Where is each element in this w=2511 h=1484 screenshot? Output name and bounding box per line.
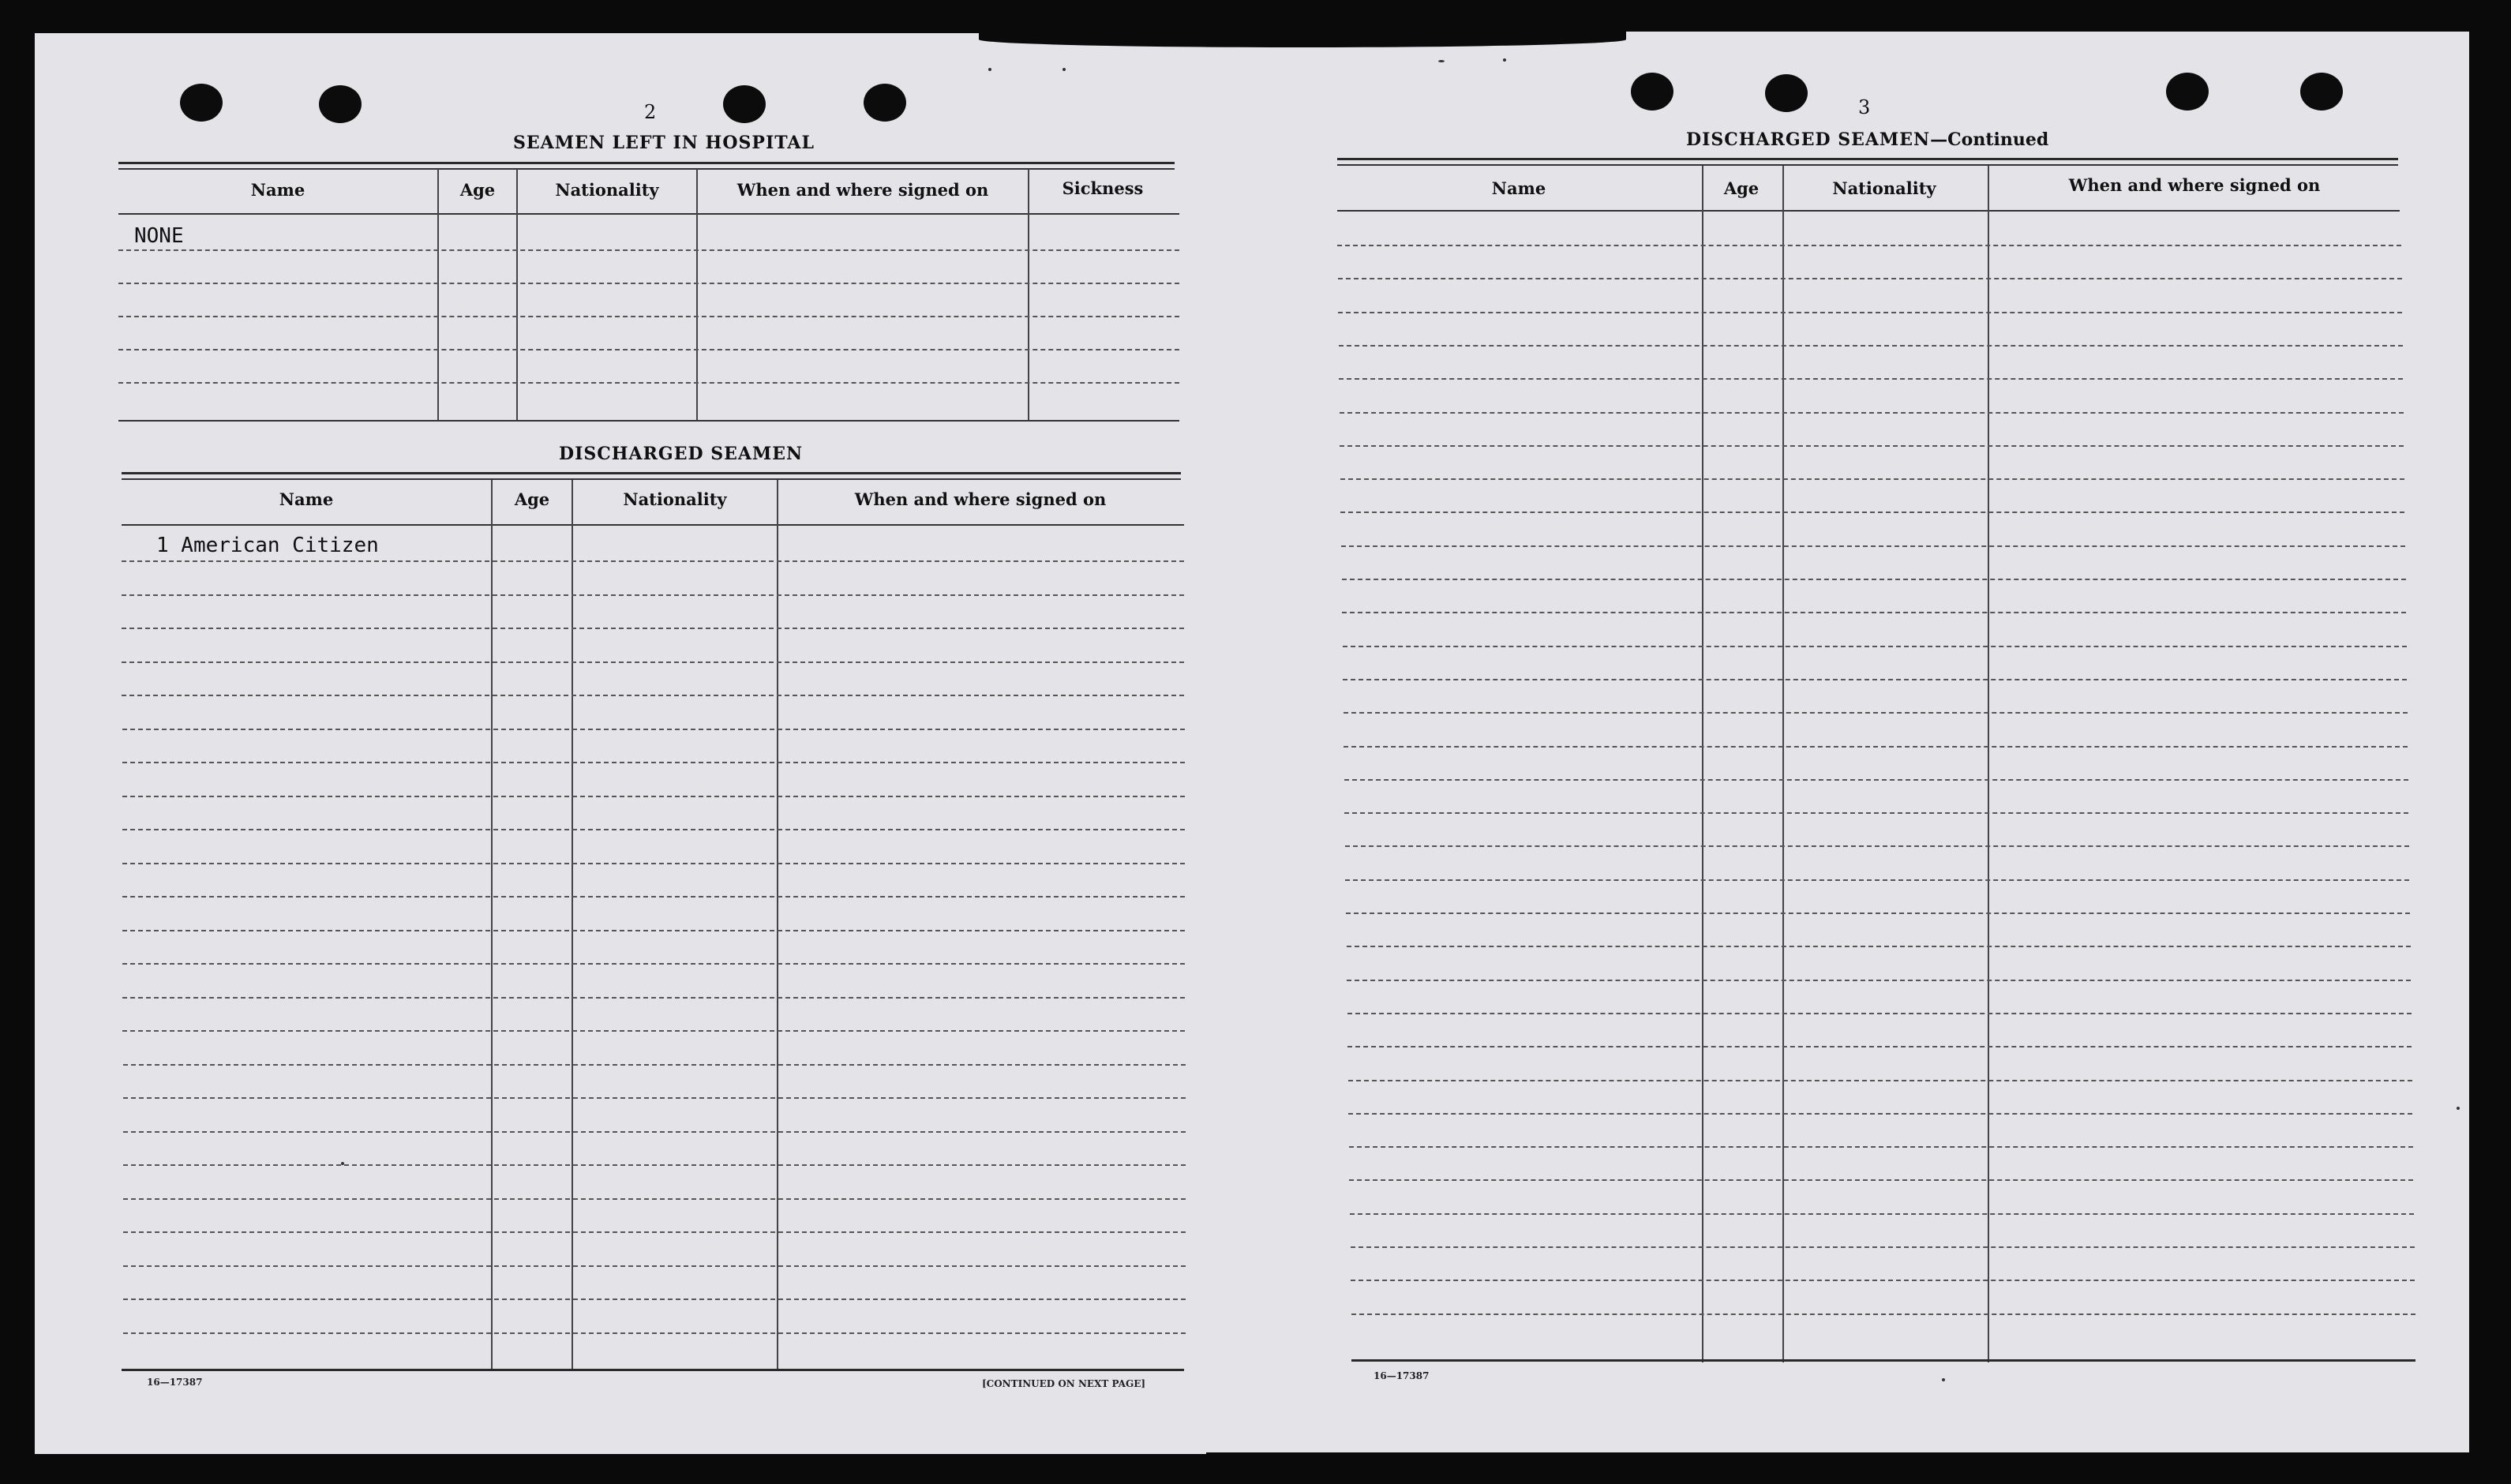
header-rule [122, 524, 1184, 526]
punch-hole [2300, 73, 2343, 111]
column-header: Nationality [555, 180, 659, 200]
discharged-entry: 1 American Citizen [156, 534, 379, 557]
column-header: Age [1723, 178, 1760, 198]
continued-note: [CONTINUED ON NEXT PAGE] [982, 1378, 1146, 1389]
row-line [122, 594, 1184, 596]
table-top-rule [1337, 158, 2398, 160]
speck [1438, 60, 1445, 62]
row-line [1347, 946, 2411, 947]
row-line [1348, 1080, 2412, 1081]
speck [1942, 1378, 1945, 1381]
page-number: 3 [1858, 96, 1871, 118]
punch-hole [180, 84, 223, 122]
header-rule [118, 213, 1179, 215]
punch-hole [2166, 73, 2209, 111]
row-line [122, 997, 1185, 999]
table-top-rule [1337, 164, 2398, 166]
row-line [118, 249, 1179, 251]
table-bottom-rule [118, 420, 1179, 422]
discharged-continued-title [1686, 129, 2048, 150]
speck [1062, 68, 1066, 71]
row-line [122, 762, 1185, 763]
row-line [118, 316, 1179, 317]
row-line [1351, 1313, 2415, 1315]
row-line [118, 283, 1179, 284]
row-line [122, 661, 1184, 663]
row-line [1337, 245, 2401, 246]
row-line [122, 863, 1185, 864]
row-line [123, 1064, 1186, 1066]
row-line [1344, 746, 2408, 748]
row-line [123, 1265, 1186, 1267]
speck [2457, 1107, 2460, 1110]
row-line [1340, 445, 2404, 447]
row-line [1338, 278, 2402, 279]
row-line [1339, 345, 2403, 347]
row-line [1345, 879, 2409, 881]
header-rule [1337, 210, 2400, 212]
column-header: When and where signed on [2068, 175, 2321, 195]
row-line [1350, 1213, 2414, 1215]
row-line [1344, 712, 2408, 714]
row-line [1343, 679, 2407, 680]
row-line [122, 560, 1184, 562]
row-line [1342, 579, 2406, 580]
discharged-title: DISCHARGED SEAMEN [559, 444, 804, 464]
title-suffix: —Continued [1930, 129, 2049, 150]
row-line [1347, 1046, 2412, 1047]
speck [988, 68, 991, 71]
table-bottom-rule [1351, 1359, 2415, 1362]
row-line [123, 1231, 1186, 1233]
speck [1503, 58, 1506, 62]
row-line [1349, 1179, 2413, 1181]
row-line [1344, 779, 2408, 781]
form-number: 16—17387 [147, 1377, 203, 1388]
row-line [1338, 312, 2402, 313]
column-header: Sickness [1062, 178, 1144, 198]
punch-hole [1765, 74, 1808, 112]
column-header: Nationality [623, 489, 727, 509]
row-line [122, 829, 1185, 830]
row-line [1346, 913, 2410, 914]
row-line [1344, 812, 2408, 814]
row-line [123, 1332, 1186, 1334]
column-divider [491, 480, 493, 1370]
table-top-rule [122, 472, 1181, 474]
row-line [1349, 1146, 2413, 1148]
binding-fold [979, 32, 1626, 47]
row-line [1351, 1280, 2415, 1281]
row-line [1340, 512, 2404, 513]
column-header: Age [514, 489, 550, 509]
column-header: When and where signed on [736, 180, 989, 200]
page-number: 2 [644, 101, 657, 123]
column-divider [777, 480, 778, 1370]
row-line [122, 930, 1185, 931]
hospital-title: SEAMEN LEFT IN HOSPITAL [513, 133, 815, 153]
row-line [122, 695, 1184, 696]
column-header: Nationality [1832, 178, 1936, 198]
row-line [1351, 1246, 2415, 1248]
row-line [123, 1298, 1186, 1300]
row-line [118, 382, 1179, 384]
row-line [1345, 845, 2409, 847]
form-number: 16—17387 [1374, 1370, 1430, 1381]
row-line [123, 1131, 1186, 1133]
row-line [122, 796, 1185, 797]
row-line [1348, 1113, 2412, 1115]
row-line [1340, 478, 2404, 480]
punch-hole [723, 85, 766, 123]
row-line [122, 896, 1185, 898]
punch-hole [864, 84, 906, 122]
row-line [123, 1198, 1186, 1200]
row-line [123, 1164, 1186, 1166]
left-page [35, 33, 1206, 1454]
punch-hole [319, 85, 362, 123]
table-top-rule [118, 162, 1175, 164]
row-line [118, 349, 1179, 350]
column-header: When and where signed on [854, 489, 1107, 509]
row-line [1340, 412, 2404, 414]
row-line [1347, 980, 2411, 981]
column-header: Age [459, 180, 496, 200]
hospital-entry: NONE [134, 224, 184, 248]
punch-hole [1631, 73, 1673, 111]
row-line [122, 628, 1184, 629]
row-line [1347, 1013, 2412, 1014]
speck [341, 1162, 344, 1165]
row-line [122, 963, 1185, 965]
row-line [1342, 612, 2406, 613]
column-header: Name [1491, 178, 1546, 198]
table-top-rule [122, 478, 1181, 480]
row-line [123, 1097, 1186, 1099]
row-line [1339, 378, 2403, 380]
column-header: Name [250, 180, 305, 200]
row-line [1343, 646, 2407, 647]
table-top-rule [118, 168, 1175, 170]
table-bottom-rule [122, 1369, 1184, 1371]
title-text: DISCHARGED SEAMEN [1686, 129, 1931, 150]
column-header: Name [279, 489, 334, 509]
column-divider [572, 480, 573, 1370]
row-line [1341, 545, 2405, 547]
row-line [122, 729, 1185, 730]
row-line [122, 1030, 1185, 1032]
